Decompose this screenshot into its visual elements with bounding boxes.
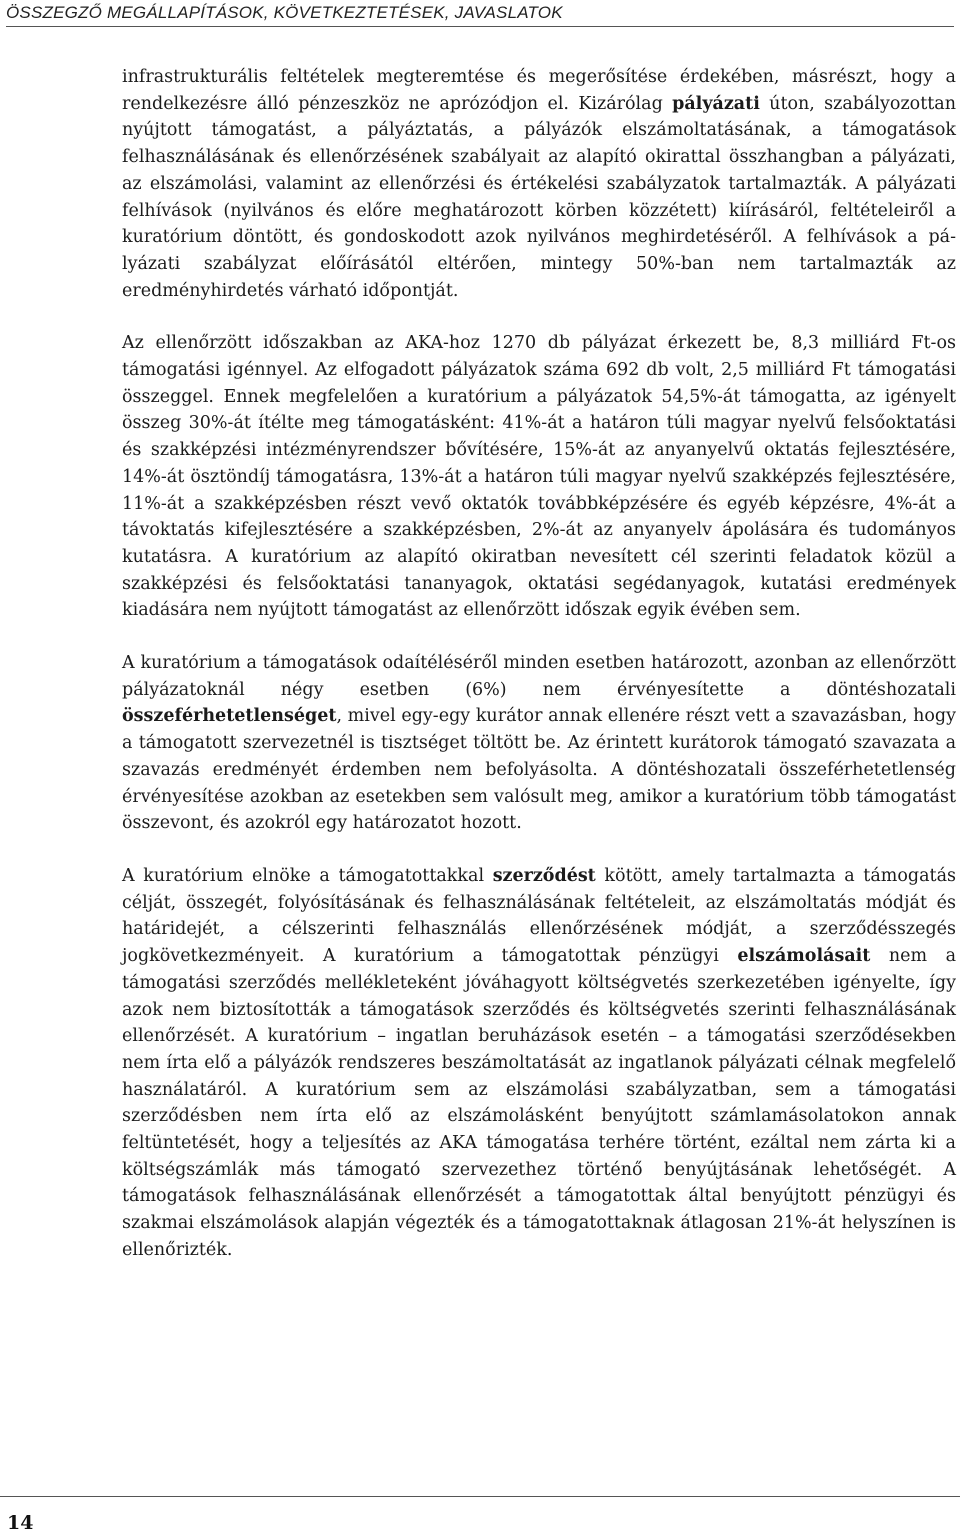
bold-term: szerződést [492, 865, 596, 886]
bold-term: összeférhetetlenséget [122, 706, 337, 727]
text-run: A kuratórium a támogatások odaítéléséről minden esetben határozott, azonban az ellenőrzött pályázatoknál négy esetben (6%) nem érvényesítette a döntéshozatali [122, 653, 956, 700]
page-number: 14 [7, 1512, 34, 1534]
bold-term: pályázati [672, 93, 760, 114]
text-run: Az ellenőrzött időszakban az AKA-hoz 1270 db pályázat érkezett be, 8,3 milliárd Ft-os támogatási igénnyel. Az elfogadott pályázatok száma 692 db volt, 2,5 milliárd Ft támogatási összeggel. Ennek megfelelően a kuratórium a pályázatok 54,5%-át támogatta, az igényelt összeg 30%-át ítélte meg támogatásként: 41%-át a határon túli magyar nyelvű felsőoktatási és szakképzési intézményrendszer bővítésére, 15%-át az anyanyelvű oktatás fejlesztésére, 14%-át ösztöndíj támogatásra, 13%-át a határon túli magyar nyelvű szakképzés fejlesztésére, 11%-át a szakképzésben részt vevő oktatók továbbképzésére és egyéb képzésre, 4%-át a távoktatás kifejlesztésére a szakképzésben, 2%-át az anyanyelv ápolására és tudományos kutatásra. A kuratórium az alapító okiratban nevesített cél szerinti feladatok közül a szakképzési és felsőoktatási tananyagok, oktatási segédanyagok, kutatási eredmények kiadására nem nyújtott támogatást az ellenőrzött időszak egyik évében sem. [122, 333, 956, 621]
text-run: nem a támogatási szerződés mellékleteként jóváhagyott költségvetés szerkezetében igényelte, így azok nem biztosították a támogatások szerződés és költségvetés szerinti felhasználásának ellenőrzését. A kuratórium – ingatlan beruházások esetén – a támogatási szerződésekben nem írta elő a pályázók rendszeres beszámoltatását az ingatlanok pályázati célnak megfelelő használatáról. A kuratórium sem az elszámolási szabályzatban, sem a támogatási szerződésben nem írta elő az elszámolásként benyújtott számlamásolatokon annak feltüntetését, hogy a teljesítés az AKA támogatása terhére történt, ezáltal nem zárta ki a költségszámlák más támogató szervezethez történő benyújtásának lehetőségét. A támogatások felhasználásának ellenőrzését a támogatottak által benyújtott pénzügyi és szakmai elszámolások alapján végezték és a támogatottaknak átlagosan 21%-át helyszínen is ellenőrizték. [122, 946, 957, 1260]
text-run: , mivel egy-egy kurátor annak ellenére részt vett a szavazásban, hogy a támogatott szervezetnél is tisztséget töltött be. Az érintett kurátorok támogató szavazata a szavazás eredményét érdemben nem befolyásolta. A döntéshozatali összeférhetetlenség érvényesítése azokban az esetekben sem valósult meg, amikor a kuratórium több támogatást összevont, és azokról egy határozatot hozott. [122, 706, 956, 834]
text-run: infrastrukturális feltételek megteremtése és megerősítése érdekében, másrészt, hogy a rendelkezésre álló pénzeszköz ne aprózódjon el. Kizárólag [122, 67, 956, 114]
paragraph [122, 863, 956, 1264]
text-run: A kuratórium elnöke a támogatottakkal [122, 865, 493, 886]
text-run: úton, szabályozottan nyújtott támogatást, a pályáztatás, a pályázók elszámoltatásának, a támogatások felhasználásának és ellenőrzésének szabályait az alapító okirattal összhangban a pályázati, az elszámolási, valamint az ellenőrzési és értékelési szabályzatok tartalmazták. A pályázati felhívások (nyilvános és előre meghatározott körben közzétett) kiírásáról, feltételeiről a kuratórium döntött, és gondoskodott azok nyilvános meghirdetéséről. A felhívások a pályázati szabályzat előírásától eltérően, mintegy 50%-ban nem tartalmazták az eredményhirdetés várható időpontját. [122, 93, 956, 301]
running-header: ÖSSZEGZŐ MEGÁLLAPÍTÁSOK, KÖVETKEZTETÉSEK, JAVASLATOK [6, 3, 954, 27]
paragraph [122, 330, 956, 624]
footer-rule [0, 1496, 960, 1497]
bold-term: elszámolásait [737, 946, 871, 967]
body-text [122, 64, 956, 1290]
paragraph [122, 64, 956, 304]
text-run: kötött, amely tartalmazta a támogatás célját, összegét, folyósításának és felhasználásának feltételeit, az elszámoltatás módját és határidejét, a célszerinti felhasználás ellenőrzésének módját, a szerződésszegés jogkövetkezményeit. A kuratórium a támogatottak pénzügyi [122, 865, 956, 967]
paragraph [122, 650, 956, 837]
